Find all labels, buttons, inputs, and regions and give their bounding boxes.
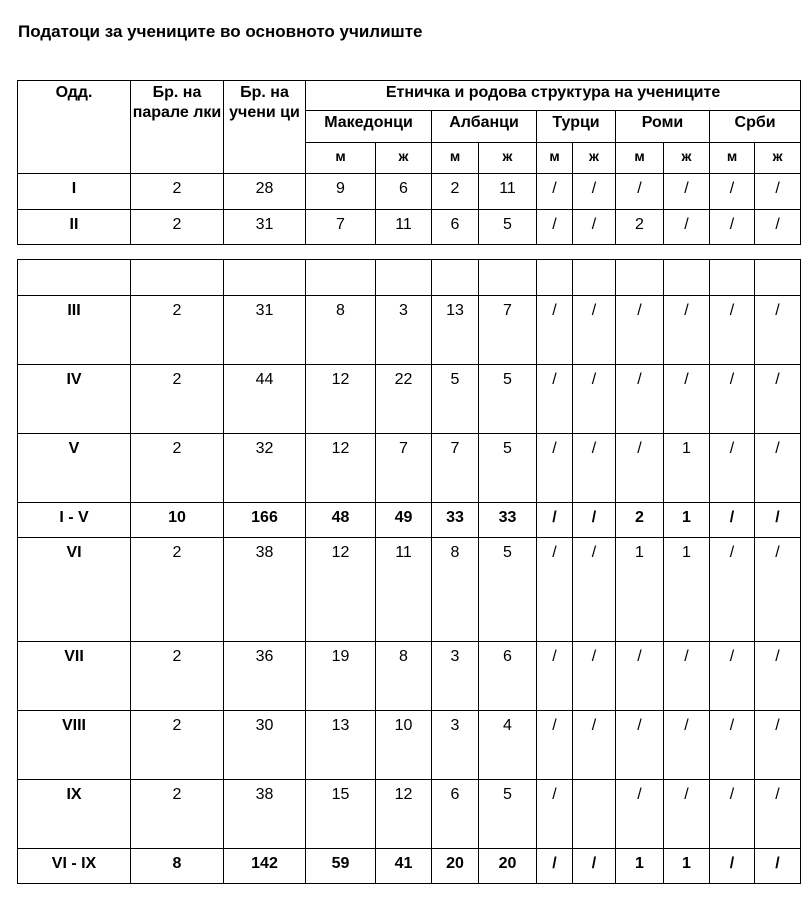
- table-cell: /: [616, 642, 664, 711]
- table-cell: /: [573, 174, 616, 210]
- table-cell: 12: [376, 780, 432, 849]
- table-cell: /: [710, 780, 755, 849]
- table-cell: /: [573, 296, 616, 365]
- table-cell: /: [573, 210, 616, 245]
- table-cell: 5: [479, 538, 537, 642]
- students-table-top: [17, 80, 801, 245]
- table-cell: /: [755, 711, 801, 780]
- table-cell: 2: [616, 210, 664, 245]
- table-cell: 2: [131, 174, 224, 210]
- table-cell: 49: [376, 503, 432, 538]
- table-cell: 36: [224, 642, 306, 711]
- table-cell: 1: [616, 538, 664, 642]
- table-row: [18, 538, 801, 642]
- table-cell: 10: [131, 503, 224, 538]
- table-cell: /: [616, 365, 664, 434]
- table-cell: /: [616, 296, 664, 365]
- table-cell: 3: [376, 296, 432, 365]
- table-row: [18, 260, 801, 296]
- table-cell: 1: [664, 849, 710, 884]
- table-cell: /: [616, 434, 664, 503]
- students-table-bottom: [17, 259, 801, 884]
- table-cell: /: [616, 780, 664, 849]
- table-row: [18, 849, 801, 884]
- table-cell: 3: [432, 711, 479, 780]
- table-cell: /: [537, 174, 573, 210]
- row-grade-cell: I: [18, 174, 131, 210]
- table-cell: /: [537, 434, 573, 503]
- table-cell: [573, 260, 616, 296]
- table-cell: /: [616, 174, 664, 210]
- row-grade-cell: IV: [18, 365, 131, 434]
- table-row: [18, 174, 801, 210]
- gender-male: м: [537, 143, 573, 174]
- table-cell: 8: [432, 538, 479, 642]
- table-cell: 44: [224, 365, 306, 434]
- table-cell: 1: [616, 849, 664, 884]
- table-cell: 22: [376, 365, 432, 434]
- table-cell: /: [537, 538, 573, 642]
- table-cell: /: [710, 642, 755, 711]
- table-cell: /: [710, 365, 755, 434]
- table-cell: /: [664, 210, 710, 245]
- table-cell: 2: [131, 210, 224, 245]
- table-cell: 1: [664, 538, 710, 642]
- row-grade-cell: II: [18, 210, 131, 245]
- table-cell: /: [755, 538, 801, 642]
- table-cell: /: [710, 296, 755, 365]
- table-cell: [664, 260, 710, 296]
- table-cell: /: [664, 780, 710, 849]
- table-cell: 31: [224, 296, 306, 365]
- gender-female: ж: [479, 143, 537, 174]
- table-cell: 30: [224, 711, 306, 780]
- table-cell: /: [537, 365, 573, 434]
- table-cell: 11: [376, 210, 432, 245]
- table-cell: 2: [131, 538, 224, 642]
- table-cell: 6: [479, 642, 537, 711]
- table-row: [18, 365, 801, 434]
- table-cell: 33: [479, 503, 537, 538]
- row-grade-cell: IX: [18, 780, 131, 849]
- table-cell: [573, 780, 616, 849]
- table-cell: /: [537, 711, 573, 780]
- table-cell: 33: [432, 503, 479, 538]
- table-cell: 48: [306, 503, 376, 538]
- table-cell: 20: [432, 849, 479, 884]
- table-cell: [616, 260, 664, 296]
- table-cell: 7: [479, 296, 537, 365]
- table-cell: /: [710, 210, 755, 245]
- gender-male: м: [432, 143, 479, 174]
- row-grade-cell: VI: [18, 538, 131, 642]
- table-cell: 4: [479, 711, 537, 780]
- gender-female: ж: [755, 143, 801, 174]
- table-cell: 15: [306, 780, 376, 849]
- table-row: [18, 780, 801, 849]
- table-cell: /: [573, 503, 616, 538]
- table-cell: /: [616, 711, 664, 780]
- table-cell: 12: [306, 538, 376, 642]
- table-cell: [479, 260, 537, 296]
- table-cell: /: [755, 210, 801, 245]
- table-cell: /: [710, 538, 755, 642]
- table-cell: /: [710, 503, 755, 538]
- header-students: Бр. на учени ци: [224, 81, 306, 174]
- table-row: [18, 434, 801, 503]
- row-grade-cell: [18, 260, 131, 296]
- table-cell: /: [573, 642, 616, 711]
- table-cell: 5: [479, 365, 537, 434]
- table-cell: [537, 260, 573, 296]
- table-cell: /: [573, 849, 616, 884]
- table-cell: 2: [616, 503, 664, 538]
- group-turks: Турци: [537, 111, 616, 143]
- table-cell: 38: [224, 538, 306, 642]
- table-cell: /: [755, 365, 801, 434]
- table-cell: /: [710, 849, 755, 884]
- table-cell: 10: [376, 711, 432, 780]
- row-grade-cell: I - V: [18, 503, 131, 538]
- table-cell: /: [664, 711, 710, 780]
- table-cell: [432, 260, 479, 296]
- gender-male: м: [710, 143, 755, 174]
- table-cell: 13: [432, 296, 479, 365]
- table-cell: 5: [432, 365, 479, 434]
- gender-female: ж: [664, 143, 710, 174]
- table-cell: 8: [306, 296, 376, 365]
- table-cell: 59: [306, 849, 376, 884]
- table-cell: 2: [131, 365, 224, 434]
- page-title: Податоци за учениците во основното училиште: [18, 22, 423, 41]
- table-cell: [131, 260, 224, 296]
- table-cell: 166: [224, 503, 306, 538]
- gender-female: ж: [573, 143, 616, 174]
- table-cell: /: [537, 503, 573, 538]
- row-grade-cell: V: [18, 434, 131, 503]
- table-cell: 7: [376, 434, 432, 503]
- table-cell: /: [664, 174, 710, 210]
- group-roma: Роми: [616, 111, 710, 143]
- group-macedonians: Македонци: [306, 111, 432, 143]
- table-cell: /: [664, 365, 710, 434]
- table-cell: 1: [664, 434, 710, 503]
- table-row: [18, 296, 801, 365]
- table-cell: /: [537, 780, 573, 849]
- table-cell: [224, 260, 306, 296]
- table-cell: 3: [432, 642, 479, 711]
- table-cell: /: [537, 296, 573, 365]
- table-cell: 12: [306, 365, 376, 434]
- table-cell: /: [664, 296, 710, 365]
- table-cell: 6: [432, 210, 479, 245]
- gender-female: ж: [376, 143, 432, 174]
- header-classes: Бр. на парале лки: [131, 81, 224, 174]
- table-cell: 13: [306, 711, 376, 780]
- table-cell: 11: [376, 538, 432, 642]
- row-grade-cell: III: [18, 296, 131, 365]
- table-cell: 12: [306, 434, 376, 503]
- table-cell: 31: [224, 210, 306, 245]
- table-cell: 2: [131, 711, 224, 780]
- row-grade-cell: VII: [18, 642, 131, 711]
- group-serbs: Срби: [710, 111, 801, 143]
- table-cell: 28: [224, 174, 306, 210]
- table-cell: 2: [131, 780, 224, 849]
- table-row: [18, 503, 801, 538]
- table-cell: 20: [479, 849, 537, 884]
- table-cell: 142: [224, 849, 306, 884]
- table-cell: /: [755, 174, 801, 210]
- table-cell: [710, 260, 755, 296]
- group-albanians: Албанци: [432, 111, 537, 143]
- table-cell: /: [755, 780, 801, 849]
- table-cell: 1: [664, 503, 710, 538]
- table-cell: /: [755, 296, 801, 365]
- table-cell: [755, 260, 801, 296]
- header-grade: Одд.: [18, 81, 131, 174]
- table-cell: /: [537, 210, 573, 245]
- row-grade-cell: VIII: [18, 711, 131, 780]
- table-cell: 8: [376, 642, 432, 711]
- table-cell: /: [573, 711, 616, 780]
- table-cell: 9: [306, 174, 376, 210]
- header-structure: Етничка и родова структура на учениците: [306, 81, 801, 111]
- gender-male: м: [306, 143, 376, 174]
- table-cell: 2: [131, 434, 224, 503]
- table-cell: 2: [131, 642, 224, 711]
- table-row: [18, 210, 801, 245]
- table-cell: 7: [432, 434, 479, 503]
- table-cell: /: [573, 538, 616, 642]
- row-grade-cell: VI - IX: [18, 849, 131, 884]
- table-cell: 2: [432, 174, 479, 210]
- table-cell: /: [710, 711, 755, 780]
- table-cell: /: [664, 642, 710, 711]
- table-cell: /: [755, 503, 801, 538]
- table-cell: 6: [432, 780, 479, 849]
- table-cell: 32: [224, 434, 306, 503]
- table-cell: /: [573, 365, 616, 434]
- table-cell: 11: [479, 174, 537, 210]
- table-cell: /: [710, 434, 755, 503]
- table-cell: 5: [479, 434, 537, 503]
- table-cell: /: [537, 642, 573, 711]
- table-cell: 19: [306, 642, 376, 711]
- table-cell: 38: [224, 780, 306, 849]
- table-cell: [376, 260, 432, 296]
- table-cell: 5: [479, 210, 537, 245]
- table-row: [18, 711, 801, 780]
- table-cell: /: [573, 434, 616, 503]
- table-cell: 2: [131, 296, 224, 365]
- table-cell: 5: [479, 780, 537, 849]
- table-cell: /: [755, 642, 801, 711]
- table-cell: /: [755, 434, 801, 503]
- table-cell: 8: [131, 849, 224, 884]
- table-cell: [306, 260, 376, 296]
- table-cell: 41: [376, 849, 432, 884]
- table-cell: /: [755, 849, 801, 884]
- table-cell: /: [710, 174, 755, 210]
- table-row: [18, 642, 801, 711]
- table-cell: 7: [306, 210, 376, 245]
- table-cell: /: [537, 849, 573, 884]
- table-cell: 6: [376, 174, 432, 210]
- gender-male: м: [616, 143, 664, 174]
